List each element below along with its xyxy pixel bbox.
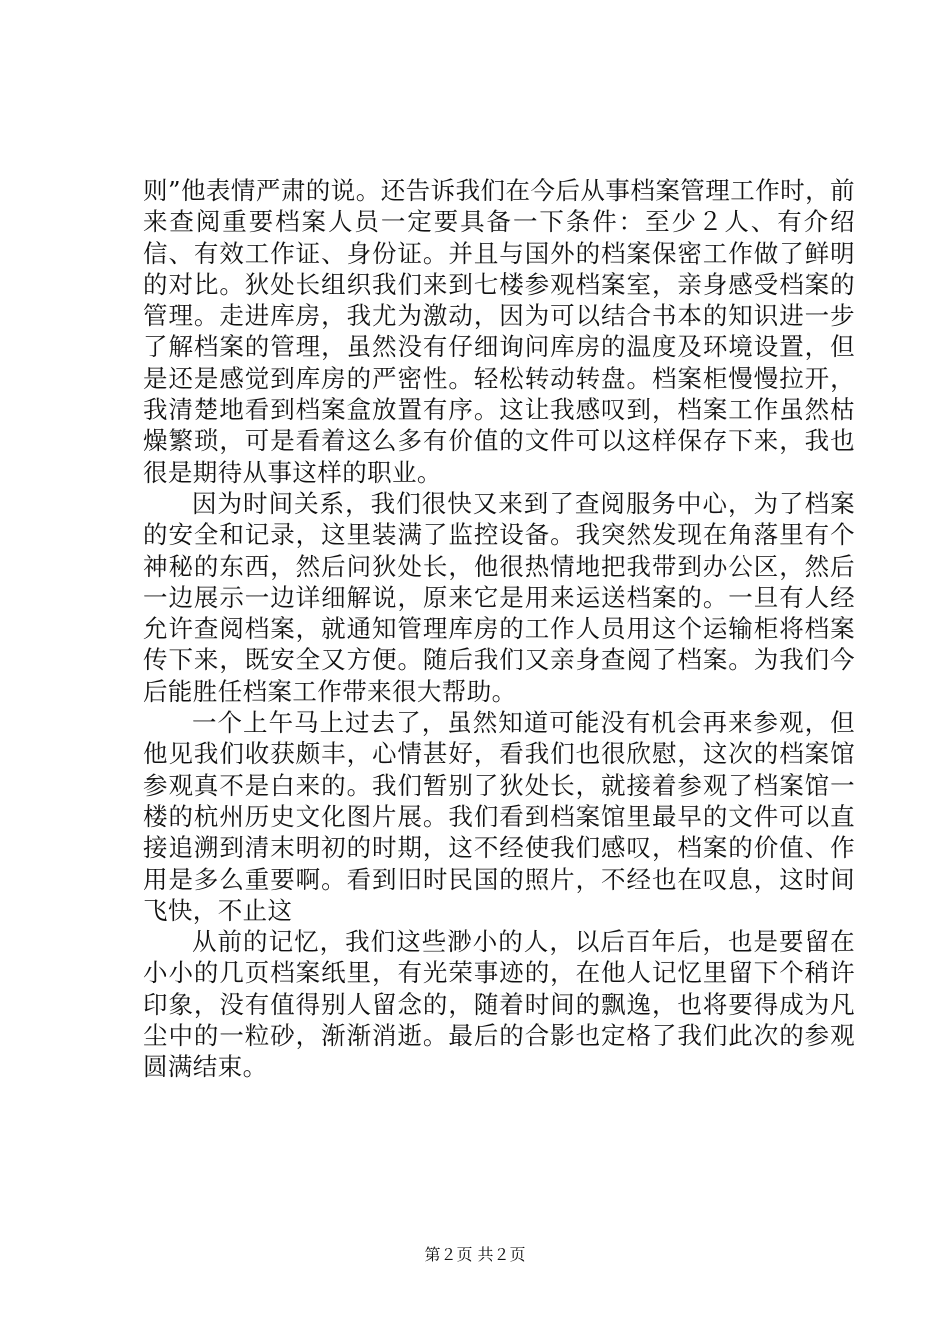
paragraph-3: 一个上午马上过去了，虽然知道可能没有机会再来参观，但他见我们收获颇丰，心情甚好，看我们也很欣慰，这次的档案馆参观真不是白来的。我们暂别了狄处长，就接着参观了档案馆一楼的杭州历史文化图片展。我们看到档案馆里最早的文件可以直接追溯到清末明初的时期，这不经使我们感叹，档案的价值、作用是多么重要啊。看到旧时民国的照片，不经也在叹息，这时间飞快，不止这: [143, 708, 855, 925]
page-footer: 第２页 共２页: [424, 1245, 526, 1264]
paragraph-2: 因为时间关系，我们很快又来到了查阅服务中心，为了档案的安全和记录，这里装满了监控设备。我突然发现在角落里有个神秘的东西，然后问狄处长，他很热情地把我带到办公区，然后一边展示一边详细解说，原来它是用来运送档案的。一旦有人经允许查阅档案，就通知管理库房的工作人员用这个运输柜将档案传下来，既安全又方便。随后我们又亲身查阅了档案。为我们今后能胜任档案工作带来很大帮助。: [143, 488, 855, 706]
paragraph-4: 从前的记忆，我们这些渺小的人，以后百年后，也是要留在小小的几页档案纸里，有光荣事迹的，在他人记忆里留下个稍许印象，没有值得别人留念的，随着时间的飘逸，也将要得成为凡尘中的一粒砂，渐渐消逝。最后的合影也定格了我们此次的参观圆满结束。: [143, 927, 855, 1082]
document-body: [143, 175, 855, 1083]
paragraph-1: 则”他表情严肃的说。还告诉我们在今后从事档案管理工作时，前来查阅重要档案人员一定要具备一下条件：至少２人、有介绍信、有效工作证、身份证。并且与国外的档案保密工作做了鲜明的对比。狄处长组织我们来到七楼参观档案室，亲身感受档案的管理。走进库房，我尤为激动，因为可以结合书本的知识进一步了解档案的管理，虽然没有仔细询问库房的温度及环境设置，但是还是感觉到库房的严密性。轻松转动转盘。档案柜慢慢拉开，我清楚地看到档案盒放置有序。这让我感叹到，档案工作虽然枯燥繁琐，可是看着这么多有价值的文件可以这样保存下来，我也很是期待从事这样的职业。: [143, 176, 855, 487]
